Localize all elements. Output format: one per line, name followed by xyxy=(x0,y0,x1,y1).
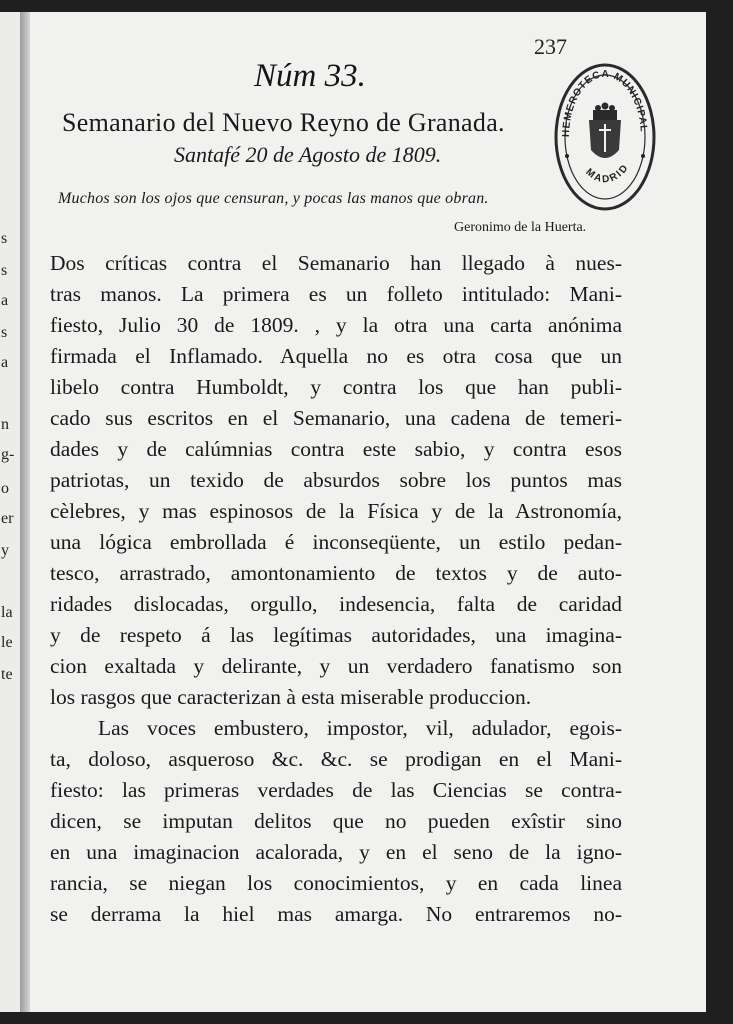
dateline: Santafé 20 de Agosto de 1809. xyxy=(174,142,442,167)
stamp-text-city: MADRID xyxy=(583,161,632,186)
book-gutter xyxy=(20,12,30,1012)
page-number: 237 xyxy=(534,34,567,59)
article-body xyxy=(50,248,622,930)
text-line: Las voces embustero, impostor, vil, adulador, egois- xyxy=(98,716,622,740)
facing-page-edge xyxy=(0,12,22,1012)
text-line: fiesto: las primeras verdades de las Ciencias se contra- xyxy=(50,778,622,802)
text-line: ridades dislocadas, orgullo, indesencia, falta de caridad xyxy=(50,592,622,616)
library-stamp xyxy=(553,62,657,212)
issue-number: Núm 33. xyxy=(254,58,366,94)
svg-text:MADRID xyxy=(583,162,631,186)
text-line: Dos críticas contra el Semanario han llegado à nues- xyxy=(50,251,622,275)
text-line: ta, doloso, asqueroso &c. &c. se prodigan en el Mani- xyxy=(50,747,622,771)
edge-word: s xyxy=(1,230,8,247)
edge-word: te xyxy=(1,666,13,683)
text-line: dicen, se imputan delitos que no pueden exîstir sino xyxy=(50,809,622,833)
text-line: y de respeto á las legítimas autoridades, una imagina- xyxy=(50,623,622,647)
publication-title: Semanario del Nuevo Reyno de Granada. xyxy=(62,108,505,137)
text-line: cèlebres, y mas espinosos de la Física y de la Astronomía, xyxy=(50,499,622,523)
text-line: los rasgos que caracterizan à esta miserable produccion. xyxy=(50,685,532,709)
edge-word: y xyxy=(1,542,9,559)
text-line: rancia, se niegan los conocimientos, y en cada linea xyxy=(50,871,622,895)
epigraph-attribution: Geronimo de la Huerta. xyxy=(454,220,587,235)
edge-word: er xyxy=(1,510,14,527)
edge-word: o xyxy=(1,480,9,497)
text-line: firmada el Inflamado. Aquella no es otra cosa que un xyxy=(50,344,622,368)
edge-word: a xyxy=(1,292,9,309)
text-line: libelo contra Humboldt, y contra los que han publi- xyxy=(50,375,622,399)
text-line: tras manos. La primera es un folleto intitulado: Mani- xyxy=(50,282,622,306)
text-line: fiesto, Julio 30 de 1809. , y la otra una carta anónima xyxy=(50,313,622,337)
edge-word: la xyxy=(1,604,13,621)
edge-word: le xyxy=(1,634,13,651)
text-line: patriotas, un texido de absurdos sobre los puntos mas xyxy=(50,468,622,492)
stamp-text: HEMEROTECA MUNICIPAL xyxy=(560,68,649,138)
text-line: en una imaginacion acalorada, y en el seno de la igno- xyxy=(50,840,622,864)
edge-word: a xyxy=(1,354,9,371)
epigraph: Muchos son los ojos que censuran, y pocas las manos que obran. xyxy=(58,190,489,207)
text-line: una lógica embrollada é inconseqüente, un estilo pedan- xyxy=(50,530,622,554)
document-page xyxy=(30,12,706,1012)
text-line: se derrama la hiel mas amarga. No entraremos no- xyxy=(50,902,622,926)
edge-word: s xyxy=(1,262,8,279)
text-line: dades y de calúmnias contra este sabio, y contra esos xyxy=(50,437,622,461)
coat-of-arms-icon xyxy=(589,103,621,159)
text-line: cado sus escritos en el Semanario, una cadena de temeri- xyxy=(50,406,622,430)
edge-word: s xyxy=(1,324,8,341)
edge-word: g- xyxy=(1,446,15,463)
text-line: cion exaltada y delirante, y un verdadero fanatismo son xyxy=(50,654,622,678)
edge-word: n xyxy=(1,416,9,433)
text-line: tesco, arrastrado, amontonamiento de textos y de auto- xyxy=(50,561,622,585)
